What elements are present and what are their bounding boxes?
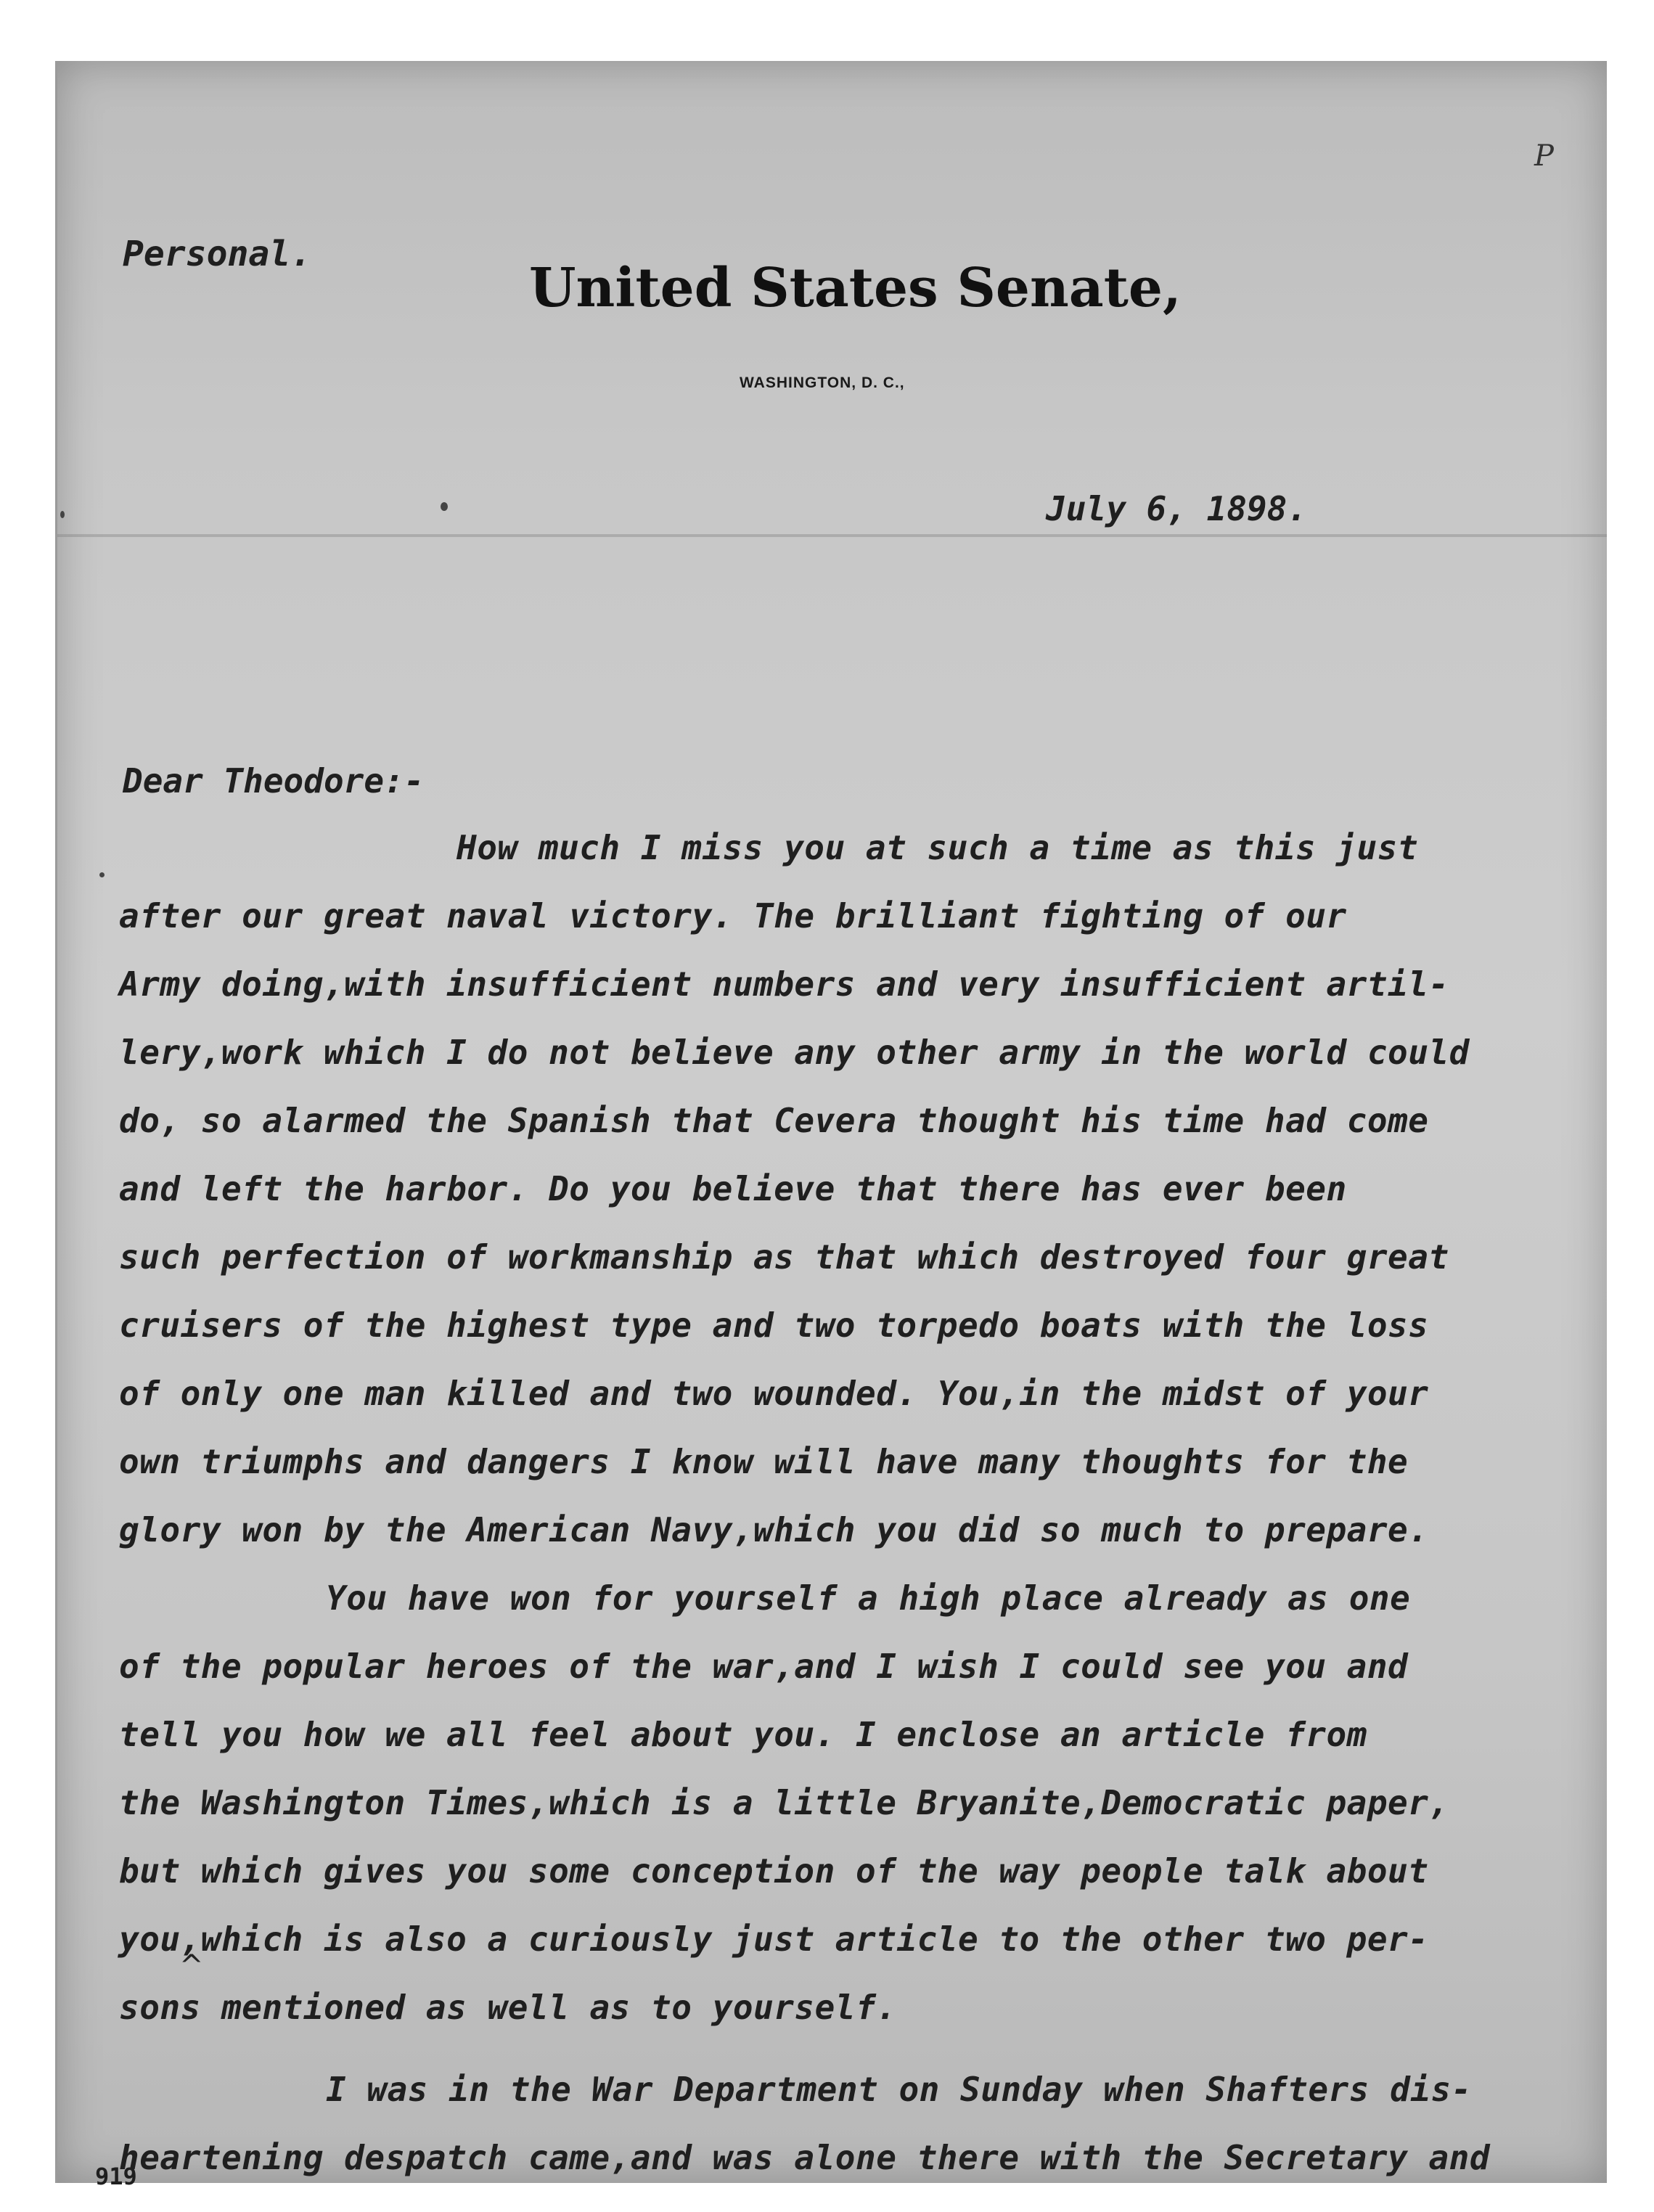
body-line: sons mentioned as well as to yourself. bbox=[119, 1988, 897, 2027]
body-line: of the popular heroes of the war,and I wish I could see you and bbox=[119, 1647, 1409, 1686]
paper-fold-line bbox=[57, 534, 1607, 537]
body-line: you,which is also a curiously just article to the other two per- bbox=[119, 1920, 1429, 1959]
corner-archive-mark: P bbox=[1534, 139, 1554, 173]
personal-label: Personal. bbox=[123, 234, 312, 274]
body-line: Army doing,with insufficient numbers and very insufficient artil- bbox=[119, 964, 1449, 1004]
body-line: but which gives you some conception of the way people talk about bbox=[119, 1851, 1429, 1891]
body-line: I was in the War Department on Sunday when Shafters dis- bbox=[326, 2070, 1472, 2109]
handwritten-caret-mark: ^ bbox=[179, 1949, 204, 1983]
body-line: glory won by the American Navy,which you did so much to prepare. bbox=[119, 1510, 1429, 1549]
letterhead-city: WASHINGTON, D. C., bbox=[740, 374, 905, 391]
body-line: cruisers of the highest type and two torpedo boats with the loss bbox=[119, 1306, 1429, 1345]
body-line: and left the harbor. Do you believe that there has ever been bbox=[119, 1169, 1347, 1208]
body-line: heartening despatch came,and was alone there with the Secretary and bbox=[119, 2138, 1491, 2177]
paper-speck bbox=[99, 872, 105, 877]
body-line: tell you how we all feel about you. I enclose an article from bbox=[119, 1715, 1367, 1754]
body-line: of only one man killed and two wounded. You,in the midst of your bbox=[119, 1374, 1429, 1413]
paper-speck bbox=[60, 511, 65, 518]
body-line: after our great naval victory. The brilliant fighting of our bbox=[119, 896, 1347, 935]
body-line: such perfection of workmanship as that which destroyed four great bbox=[119, 1237, 1449, 1277]
letterhead-title: United States Senate, bbox=[529, 257, 1182, 319]
body-line: You have won for yourself a high place already as one bbox=[326, 1578, 1411, 1618]
body-line: own triumphs and dangers I know will have many thoughts for the bbox=[119, 1442, 1409, 1481]
letter-date: July 6, 1898. bbox=[1046, 489, 1308, 528]
body-line: the Washington Times,which is a little Bryanite,Democratic paper, bbox=[119, 1783, 1449, 1822]
paper-speck bbox=[441, 502, 448, 511]
body-line: do, so alarmed the Spanish that Cevera thought his time had come bbox=[119, 1101, 1429, 1140]
body-line: lery,work which I do not believe any other army in the world could bbox=[119, 1033, 1470, 1072]
body-line: How much I miss you at such a time as this just bbox=[457, 828, 1419, 867]
letter-page bbox=[55, 61, 1607, 2190]
salutation: Dear Theodore:- bbox=[123, 761, 425, 800]
page-number: 919 bbox=[95, 2163, 137, 2190]
